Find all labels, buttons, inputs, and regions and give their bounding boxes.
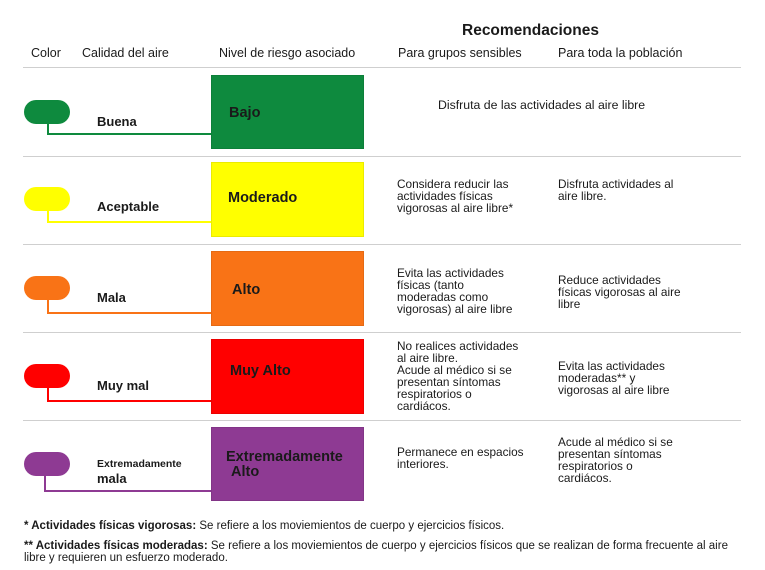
risk-level-label-line1: Extremadamente <box>226 449 343 465</box>
quality-label: Muy mal <box>97 378 150 393</box>
footnote-vigorous-text: Se refiere a los moviemientos de cuerpo y ejercicios físicos. <box>196 520 505 532</box>
col-header-color: Color <box>31 46 61 60</box>
col-header-risk: Nivel de riesgo asociado <box>219 46 356 60</box>
recommendation-sensitive: Evita las actividades físicas (tanto moderadas como vigorosas) al aire libre <box>397 266 513 316</box>
color-swatch <box>24 187 70 211</box>
recommendations-title: Recomendaciones <box>462 22 599 39</box>
quality-label: Mala <box>97 290 126 305</box>
risk-level-box <box>211 339 364 414</box>
quality-label: Buena <box>97 114 137 129</box>
footnote-moderate-text: Se refiere a los moviemientos de cuerpo y ejercicios físicos que se realizan de forma frecuente al aire libre y requieren un esfuerzo moderado. <box>24 540 728 564</box>
risk-level-box <box>211 427 364 501</box>
row-divider <box>23 420 741 421</box>
quality-label-line2: mala <box>97 471 127 486</box>
recommendation-sensitive: Considera reducir las actividades físicas vigorosas al aire libre* <box>397 177 514 215</box>
recommendation-all: Disfruta de las actividades al aire libre <box>438 98 646 112</box>
color-swatch <box>24 452 70 476</box>
connector-line <box>47 300 213 314</box>
col-header-sensitive: Para grupos sensibles <box>398 46 522 60</box>
color-swatch <box>24 100 70 124</box>
header-divider <box>23 67 741 68</box>
recommendation-general: Reduce actividades físicas vigorosas al aire libre <box>558 273 681 311</box>
recommendation-sensitive: No realices actividades al aire libre. Acude al médico si se presentan síntomas respiratorios o cardiácos. <box>397 339 519 413</box>
footnote-vigorous-term: * Actividades físicas vigorosas: <box>24 520 197 532</box>
row-divider <box>23 244 741 245</box>
risk-level-label: Bajo <box>229 105 261 121</box>
footnote-moderate <box>24 540 744 564</box>
color-swatch <box>24 364 70 388</box>
row-divider <box>23 332 741 333</box>
footnote-vigorous <box>24 520 744 532</box>
risk-level-label: Alto <box>232 282 261 298</box>
risk-level-label <box>226 450 343 480</box>
col-header-general: Para toda la población <box>558 46 683 60</box>
risk-level-label: Moderado <box>228 190 298 206</box>
risk-level-box <box>211 162 364 237</box>
risk-level-box <box>211 75 364 149</box>
color-swatch <box>24 276 70 300</box>
quality-label <box>97 458 182 486</box>
recommendation-general: Acude al médico si se presentan síntomas respiratorios o cardiácos. <box>558 435 673 485</box>
recommendation-general: Disfruta actividades al aire libre. <box>558 177 674 203</box>
quality-label-line1: Extremadamente <box>97 458 182 470</box>
footnote-moderate-term: ** Actividades físicas moderadas: <box>24 540 208 552</box>
col-header-quality: Calidad del aire <box>82 46 169 60</box>
risk-level-label-line2: Alto <box>231 464 260 480</box>
recommendation-sensitive: Permanece en espacios interiores. <box>397 445 524 471</box>
row-divider <box>23 156 741 157</box>
risk-level-label: Muy Alto <box>230 363 291 379</box>
risk-level-box <box>211 251 364 326</box>
quality-label: Aceptable <box>97 199 160 214</box>
recommendation-general: Evita las actividades moderadas** y vigorosas al aire libre <box>558 359 670 397</box>
